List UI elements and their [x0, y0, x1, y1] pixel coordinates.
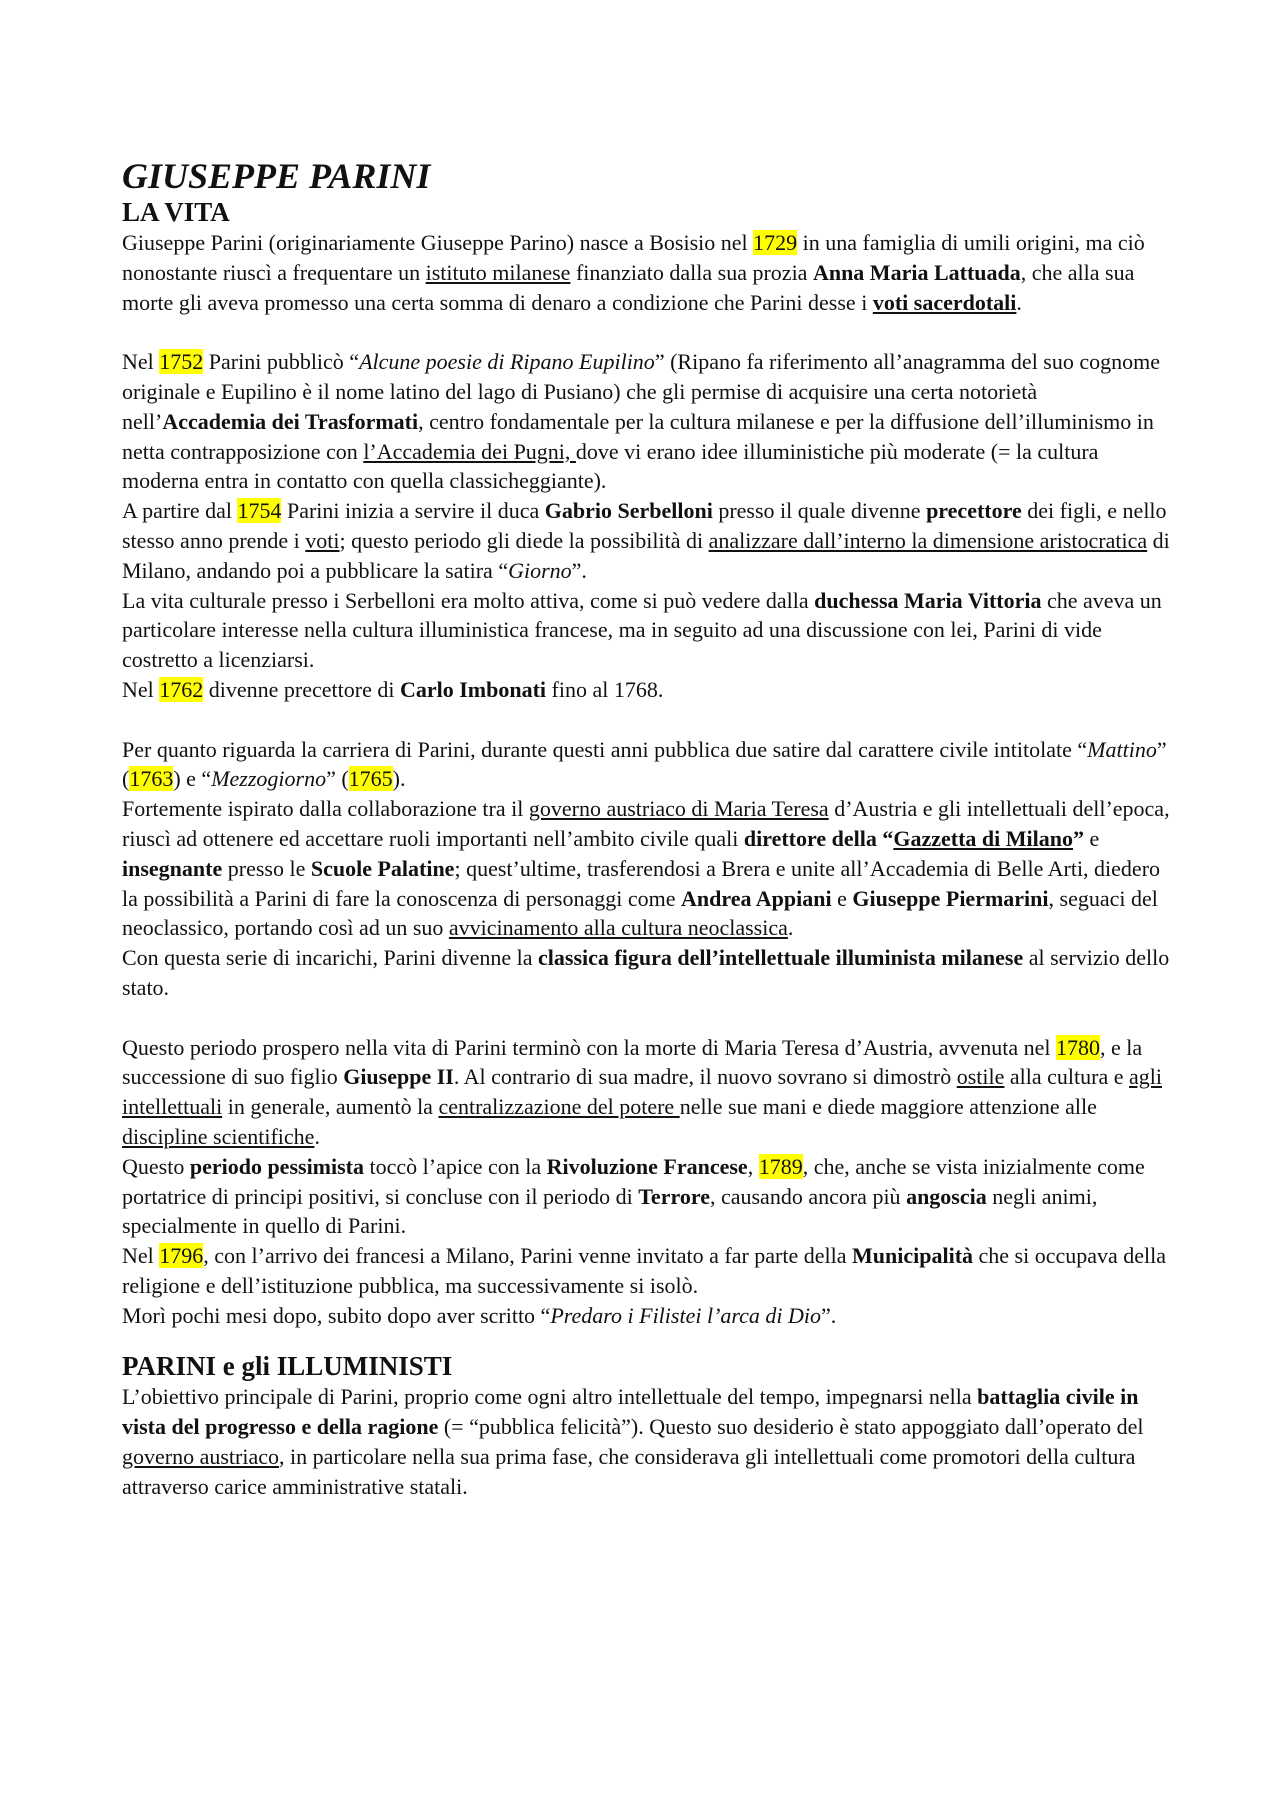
text-run: . Al contrario di sua madre, il nuovo sovrano si dimostrò — [453, 1064, 957, 1090]
highlighted-date: 1763 — [129, 766, 174, 792]
bold-term: Scuole Palatine — [310, 855, 455, 881]
paragraph — [122, 1241, 1172, 1301]
section-heading: LA VITA — [122, 197, 230, 227]
bold-term: ” — [1073, 825, 1085, 851]
italic-title: Predaro i Filistei l’arca di Dio — [550, 1302, 822, 1328]
text-run: , e la successione di suo figlio — [122, 1034, 1143, 1090]
text-run: fino al 1768. — [546, 676, 664, 702]
paragraph — [122, 1382, 1172, 1501]
text-run: al servizio dello stato. — [122, 945, 1170, 1000]
bold-term: Rivoluzione Francese — [546, 1153, 748, 1179]
text-run: in generale, aumentò la — [222, 1094, 439, 1120]
text-run: , — [747, 1153, 759, 1179]
text-run: , centro fondamentale per la cultura milanese e per la diffusione dell’illuminismo in netta contrapposizione con — [122, 408, 1154, 464]
underlined-term: agli intellettuali — [122, 1064, 1163, 1120]
underlined-term: analizzare dall’interno la dimensione aristocratica — [708, 527, 1148, 553]
paragraph — [122, 675, 1172, 705]
paragraph — [122, 586, 1172, 675]
document-page — [122, 156, 1172, 1502]
underlined-term: governo austriaco — [122, 1444, 279, 1470]
highlighted-date: 1789 — [758, 1153, 803, 1179]
text-run: che si occupava della religione e dell’istituzione pubblica, ma successivamente si isolò. — [122, 1243, 1167, 1298]
text-run: , che alla sua morte gli aveva promesso una certa somma di denaro a condizione che Parini desse i — [122, 259, 1135, 315]
text-run: ”. — [571, 557, 587, 583]
highlighted-date: 1754 — [237, 498, 282, 524]
underlined-term: centralizzazione del potere — [438, 1094, 680, 1120]
text-run: d’Austria e gli intellettuali dell’epoca, riuscì ad ottenere ed accettare ruoli importanti nell’ambito civile quali — [122, 796, 1170, 851]
bold-term: Andrea Appiani — [680, 885, 832, 911]
bold-term: periodo pessimista — [189, 1153, 365, 1179]
bold-term: Municipalità — [852, 1243, 974, 1269]
bold-term: angoscia — [906, 1183, 987, 1209]
text-run: nelle sue mani e diede maggiore attenzione alle — [679, 1094, 1097, 1120]
underlined-term: governo austriaco di Maria Teresa — [528, 796, 829, 822]
highlighted-date: 1796 — [159, 1243, 204, 1269]
bold-term: Giuseppe II — [343, 1064, 454, 1090]
text-run: Con questa serie di incarichi, Parini divenne la — [122, 945, 539, 971]
text-run: Per quanto riguarda la carriera di Parini, durante questi anni pubblica due satire dal carattere civile intitolate “ — [122, 736, 1088, 762]
text-run: ) e “ — [173, 766, 212, 792]
text-run: . — [787, 915, 794, 941]
highlighted-date: 1780 — [1056, 1034, 1101, 1060]
text-run: finanziato dalla sua prozia — [570, 259, 813, 285]
text-run: dove vi erano idee illuministiche più moderate (= la cultura moderna entra in contatto con quella classicheggiante). — [122, 438, 1099, 494]
text-run: La vita culturale presso i Serbelloni era molto attiva, come si può vedere dalla — [122, 587, 815, 613]
text-run: divenne precettore di — [203, 676, 400, 702]
bold-term: Gabrio Serbelloni — [544, 498, 713, 524]
bold-term: precettore — [926, 498, 1022, 524]
bold-underlined-term: Gazzetta di Milano — [893, 825, 1074, 851]
highlighted-date: 1752 — [159, 349, 204, 375]
text-run: alla cultura e — [1004, 1064, 1130, 1090]
bold-term: Giuseppe Piermarini — [852, 885, 1049, 911]
text-run: ; questo periodo gli diede la possibilità di — [339, 527, 709, 553]
paragraph — [122, 735, 1172, 795]
bold-term: direttore della “ — [743, 825, 894, 851]
section-heading: PARINI e gli ILLUMINISTI — [122, 1351, 453, 1382]
text-run: A partire dal — [122, 498, 238, 524]
text-run: , con l’arrivo dei francesi a Milano, Parini venne invitato a far parte della — [203, 1243, 853, 1269]
underlined-term: voti — [305, 527, 340, 553]
highlighted-date: 1729 — [753, 230, 798, 255]
text-run: che aveva un particolare interesse nella cultura illuministica francese, ma in seguito ad una discussione con lei, Parini di vide costretto a licenziarsi. — [122, 587, 1162, 673]
text-run: ” (Ripano fa riferimento all’anagramma del suo cognome originale e Eupilino è il nome latino del lago di Pusiano) che gli permise di acquisire una certa notorietà nell’ — [122, 349, 1161, 434]
text-run: ”. — [821, 1302, 837, 1328]
text-run: negli animi, specialmente in quello di Parini. — [122, 1183, 1098, 1239]
text-run: di Milano, andando poi a pubblicare la satira “ — [122, 527, 1170, 583]
paragraph — [122, 496, 1172, 585]
underlined-term: ostile — [956, 1064, 1005, 1090]
text-run: . — [1016, 289, 1022, 315]
italic-title: Mezzogiorno — [211, 766, 327, 792]
text-run: in una famiglia di umili origini, ma ciò nonostante riuscì a frequentare un — [122, 230, 1145, 285]
text-run: L’obiettivo principale di Parini, proprio come ogni altro intellettuale del tempo, impegnarsi nella — [122, 1384, 978, 1410]
text-run: presso le — [222, 855, 311, 881]
bold-term: battaglia civile in vista del progresso e della ragione — [122, 1384, 1139, 1440]
text-run: Nel — [122, 676, 160, 702]
text-run: e — [1084, 825, 1100, 851]
underlined-term: discipline scientifiche — [122, 1123, 315, 1149]
text-run: Parini inizia a servire il duca — [281, 498, 545, 524]
document-body — [122, 196, 1172, 1502]
text-run: , che, anche se vista inizialmente come portatrice di principi positivi, si concluse con il periodo di — [122, 1153, 1145, 1209]
text-run: Giuseppe Parini (originariamente Giuseppe Parino) nasce a Bosisio nel — [122, 230, 754, 255]
text-run: Questo — [122, 1153, 190, 1179]
bold-term: Carlo Imbonati — [399, 676, 547, 702]
text-run: Questo periodo prospero nella vita di Parini terminò con la morte di Maria Teresa d’Austria, avvenuta nel — [122, 1034, 1057, 1060]
text-run: e — [831, 885, 853, 911]
paragraph — [122, 1033, 1172, 1152]
bold-term: Anna Maria Lattuada — [812, 259, 1021, 285]
bold-term: duchessa Maria Vittoria — [814, 587, 1042, 613]
underlined-term: l’Accademia dei Pugni, — [363, 438, 576, 464]
paragraph — [122, 1301, 1172, 1331]
text-run: . — [314, 1123, 320, 1149]
paragraph — [122, 943, 1172, 1003]
paragraph — [122, 1152, 1172, 1241]
highlighted-date: 1765 — [348, 766, 393, 792]
highlighted-date: 1762 — [159, 676, 204, 702]
text-run: Nel — [122, 1243, 160, 1269]
italic-title: Alcune poesie di Ripano Eupilino — [359, 349, 655, 375]
paragraph — [122, 228, 1172, 317]
text-run: dei figli, e nello stesso anno prende i — [122, 498, 1167, 553]
italic-title: Mattino — [1087, 736, 1157, 762]
text-run: Nel — [122, 349, 160, 375]
underlined-term: avvicinamento alla cultura neoclassica — [448, 915, 788, 941]
italic-title: Giorno — [508, 557, 572, 583]
bold-term: Terrore — [638, 1183, 710, 1209]
text-run: Parini pubblicò “ — [203, 349, 360, 375]
text-run: , causando ancora più — [709, 1183, 907, 1209]
document-title: GIUSEPPE PARINI — [122, 156, 431, 196]
bold-term: insegnante — [122, 855, 223, 881]
bold-term: Accademia dei Trasformati — [162, 408, 419, 434]
text-run: Fortemente ispirato dalla collaborazione tra il — [122, 796, 529, 822]
text-run: , in particolare nella sua prima fase, che considerava gli intellettuali come promotori della cultura attraverso carice amministrative statali. — [122, 1444, 1136, 1499]
text-run: presso il quale divenne — [712, 498, 927, 524]
text-run: Morì pochi mesi dopo, subito dopo aver scritto “ — [122, 1302, 551, 1328]
text-run: , seguaci del neoclassico, portando così ad un suo — [122, 885, 1158, 941]
bold-underlined-term: voti sacerdotali — [872, 289, 1017, 315]
underlined-term: istituto milanese — [425, 259, 571, 285]
bold-term: classica figura dell’intellettuale illuminista milanese — [538, 945, 1024, 971]
paragraph — [122, 794, 1172, 943]
text-run: ). — [392, 766, 406, 792]
text-run: toccò l’apice con la — [364, 1153, 547, 1179]
text-run: (= “pubblica felicità”). Questo suo desiderio è stato appoggiato dall’operato del — [438, 1414, 1144, 1440]
text-run: ” ( — [326, 766, 349, 792]
text-run: ” ( — [122, 736, 1167, 792]
text-run: ; quest’ultime, trasferendosi a Brera e unite all’Accademia di Belle Arti, diedero la possibilità a Parini di fare la conoscenza di personaggi come — [122, 855, 1161, 911]
paragraph — [122, 347, 1172, 496]
